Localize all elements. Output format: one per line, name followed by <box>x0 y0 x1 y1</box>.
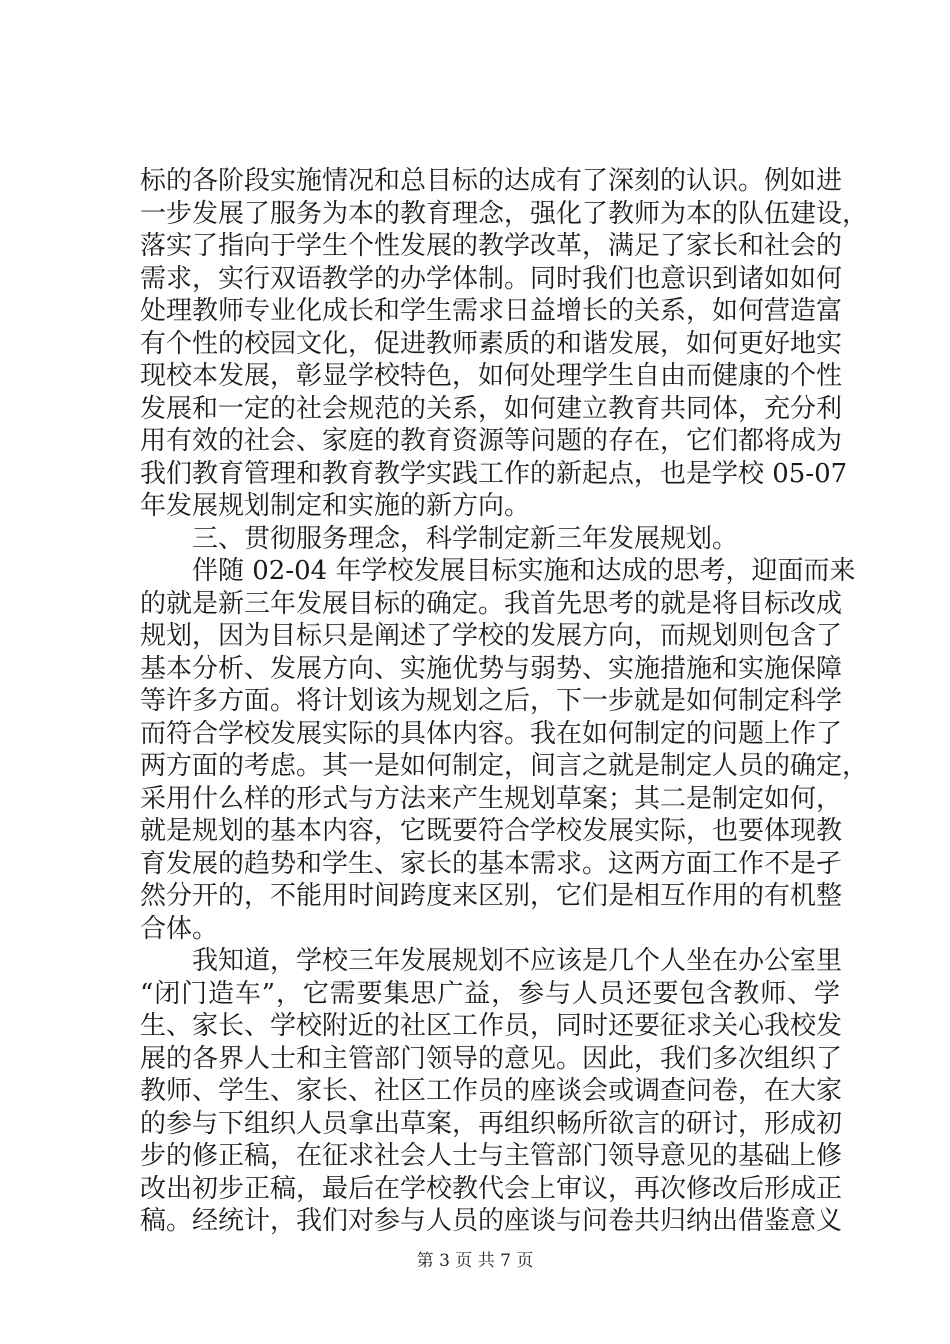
text-line: 年发展规划制定和实施的新方向。 <box>140 491 531 521</box>
text-line: 有个性的校园文化，促进教师素质的和谐发展，如何更好地实 <box>140 328 843 359</box>
section-heading: 三、贯彻服务理念，科学制定新三年发展规划。 <box>192 523 739 554</box>
text-line: 采用什么样的形式与方法来产生规划草案；其二是制定如何， <box>140 783 843 814</box>
text-line: 而符合学校发展实际的具体内容。我在如何制定的问题上作了 <box>140 718 843 749</box>
text-line: 展的各界人士和主管部门领导的意见。因此，我们多次组织了 <box>140 1043 843 1074</box>
text-line: 两方面的考虑。其一是如何制定，间言之就是制定人员的确定， <box>140 751 869 781</box>
text-line: 我知道，学校三年发展规划不应该是几个人坐在办公室里 <box>192 946 843 976</box>
page-number-footer: 第 3 页 共 7 页 <box>416 1251 534 1271</box>
text-line: 一步发展了服务为本的教育理念，强化了教师为本的队伍建设， <box>140 198 869 229</box>
text-line: 伴随 02-04 年学校发展目标实施和达成的思考，迎面而来 <box>192 556 856 586</box>
text-line: “闭门造车”，它需要集思广益，参与人员还要包含教师、学 <box>140 978 840 1009</box>
text-line: 然分开的，不能用时间跨度来区别，它们是相互作用的有机整 <box>140 881 843 911</box>
text-line: 我们教育管理和教育教学实践工作的新起点，也是学校 05-07 <box>140 458 848 489</box>
body-text <box>140 165 869 1238</box>
text-line: 教师、学生、家长、社区工作员的座谈会或调查问卷，在大家 <box>140 1076 843 1106</box>
text-line: 改出初步正稿，最后在学校教代会上审议，再次修改后形成正 <box>140 1173 843 1204</box>
text-line: 育发展的趋势和学生、家长的基本需求。这两方面工作不是孑 <box>140 848 843 879</box>
text-line: 就是规划的基本内容，它既要符合学校发展实际，也要体现教 <box>140 816 843 846</box>
text-line: 的就是新三年发展目标的确定。我首先思考的就是将目标改成 <box>140 588 843 619</box>
text-line: 发展和一定的社会规范的关系，如何建立教育共同体，充分利 <box>140 393 843 424</box>
text-line: 处理教师专业化成长和学生需求日益增长的关系，如何营造富 <box>140 296 843 326</box>
text-line: 稿。经统计，我们对参与人员的座谈与问卷共归纳出借鉴意义 <box>140 1206 843 1236</box>
text-line: 等许多方面。将计划该为规划之后，下一步就是如何制定科学 <box>140 686 843 716</box>
text-line: 步的修正稿，在征求社会人士与主管部门领导意见的基础上修 <box>140 1141 843 1171</box>
text-line: 合体。 <box>140 913 219 944</box>
text-line: 用有效的社会、家庭的教育资源等问题的存在，它们都将成为 <box>140 426 843 456</box>
text-line: 需求，实行双语教学的办学体制。同时我们也意识到诸如如何 <box>140 263 843 294</box>
text-line: 生、家长、学校附近的社区工作员，同时还要征求关心我校发 <box>140 1011 843 1041</box>
text-line: 标的各阶段实施情况和总目标的达成有了深刻的认识。例如进 <box>140 166 843 196</box>
text-line: 的参与下组织人员拿出草案，再组织畅所欲言的研讨，形成初 <box>140 1108 843 1139</box>
text-line: 现校本发展，彰显学校特色，如何处理学生自由而健康的个性 <box>140 361 843 391</box>
text-line: 基本分析、发展方向、实施优势与弱势、实施措施和实施保障 <box>140 653 843 684</box>
text-line: 落实了指向于学生个性发展的教学改革，满足了家长和社会的 <box>140 231 843 261</box>
text-line: 规划，因为目标只是阐述了学校的发展方向，而规划则包含了 <box>140 621 843 651</box>
